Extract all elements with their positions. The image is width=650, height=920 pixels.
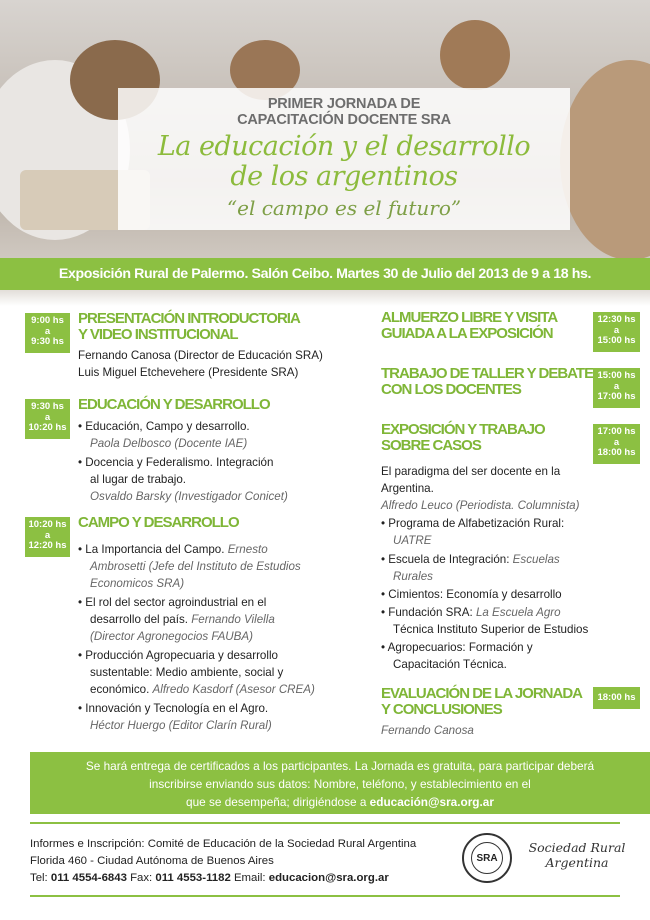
bullet-item: • El rol del sector agroindustrial en el <box>78 596 267 609</box>
time-badge <box>593 424 640 464</box>
speaker-line: Fernando Canosa <box>381 724 474 737</box>
bullet-item: Capacitación Técnica. <box>393 658 507 671</box>
time-end: 9:30 hs <box>31 336 64 347</box>
bullet-item <box>90 611 275 628</box>
time-sep: a <box>613 324 620 336</box>
bullet-item: • Innovación y Tecnología en el Agro. <box>78 702 269 715</box>
bullet-item <box>381 604 561 621</box>
section-title: EXPOSICIÓN Y TRABAJO <box>381 421 545 438</box>
bullet-item: • Programa de Alfabetización Rural: <box>381 517 565 530</box>
brand-line2: Argentina <box>545 855 609 870</box>
title-line1: La educación y el desarrollo <box>157 131 531 162</box>
section-title: ALMUERZO LIBRE Y VISITA <box>381 309 558 326</box>
bullet-item: • Cimientos: Economía y desarrollo <box>381 588 562 601</box>
speaker-name: Escuelas <box>512 553 560 566</box>
contact-numbers <box>30 870 416 887</box>
brand-logo <box>522 840 632 870</box>
time-sep: a <box>613 436 620 448</box>
bullet-item: Técnica Instituto Superior de Estudios <box>393 623 589 636</box>
section-title: Y CONCLUSIONES <box>381 701 502 718</box>
brand-line1: Sociedad Rural <box>528 840 626 855</box>
bullet-text: económico. <box>90 683 153 696</box>
speaker-line: Economicos SRA) <box>90 577 185 590</box>
section-title: SOBRE CASOS <box>381 437 481 454</box>
contact-line: Informes e Inscripción: Comité de Educación de la Sociedad Rural Argentina <box>30 838 417 850</box>
time-sep: a <box>44 325 51 337</box>
title-panel <box>118 88 570 230</box>
bullet-text: • Fundación SRA: <box>381 606 476 619</box>
certificate-notice <box>30 752 650 814</box>
time-end: 12:20 hs <box>28 540 67 551</box>
time-start: 15:00 hs <box>597 370 636 381</box>
contact-info <box>30 836 416 887</box>
event-details-bar: Exposición Rural de Palermo. Salón Ceibo. Martes 30 de Julio del 2013 de 9 a 18 hs. <box>0 258 650 290</box>
notice-text: que se desempeña; dirigiéndose a <box>186 795 370 809</box>
body-line: El paradigma del ser docente en la <box>381 465 561 478</box>
speaker-line: Ambrosetti (Jefe del Instituto de Estudios <box>90 560 301 573</box>
time-end: 17:00 hs <box>597 391 636 402</box>
address-line: Florida 460 - Ciudad Autónoma de Buenos Aires <box>30 855 274 867</box>
tel-label: Tel: <box>30 872 51 884</box>
section-title: PRESENTACIÓN INTRODUCTORIA <box>78 310 300 327</box>
time-sep: a <box>44 529 51 541</box>
fax-number: 011 4553-1182 <box>155 872 231 884</box>
bullet-item <box>90 681 315 698</box>
notice-line <box>30 793 650 811</box>
divider <box>0 290 650 306</box>
body-line: Argentina. <box>381 482 434 495</box>
time-sep: a <box>44 411 51 423</box>
bullet-item: • Educación, Campo y desarrollo. <box>78 420 250 433</box>
event-kicker-line1: PRIMER JORNADA DE <box>267 96 421 112</box>
section-title: EVALUACIÓN DE LA JORNADA <box>381 685 583 702</box>
time-start: 17:00 hs <box>597 426 636 437</box>
section-title: EDUCACIÓN Y DESARROLLO <box>78 396 270 413</box>
bullet-text: desarrollo del país. <box>90 613 192 626</box>
time-sep: a <box>613 380 620 392</box>
sra-seal-logo <box>462 833 512 883</box>
speaker-line: UATRE <box>393 534 432 547</box>
event-kicker-line2: CAPACITACIÓN DOCENTE SRA <box>237 112 451 128</box>
speaker-name: Alfredo Kasdorf (Asesor CREA) <box>152 683 315 696</box>
speaker-line: Paola Delbosco (Docente IAE) <box>90 437 248 450</box>
slogan: “el campo es el futuro” <box>226 196 462 220</box>
time-start: 12:30 hs <box>597 314 636 325</box>
speaker-line: Fernando Canosa (Director de Educación SRA) <box>78 349 323 362</box>
hero-photo <box>0 0 650 258</box>
bullet-item <box>78 541 268 558</box>
bullet-text: • La Importancia del Campo. <box>78 543 228 556</box>
bullet-item: sustentable: Medio ambiente, social y <box>90 666 284 679</box>
divider <box>30 822 620 824</box>
photo-figure <box>560 60 650 258</box>
contact-email-link[interactable]: educación@sra.org.ar <box>369 795 494 809</box>
time-start: 10:20 hs <box>28 519 67 530</box>
bullet-item: • Agropecuarios: Formación y <box>381 641 533 654</box>
time-badge <box>25 517 70 557</box>
speaker-name: Fernando Vilella <box>191 613 275 626</box>
title-line2: de los argentinos <box>230 161 458 192</box>
section-title: GUIADA A LA EXPOSICIÓN <box>381 325 553 342</box>
section-title: CAMPO Y DESARROLLO <box>78 514 239 531</box>
time-start: 9:30 hs <box>31 401 64 412</box>
time-start: 18:00 hs <box>597 692 636 703</box>
phone-number[interactable]: 011 4554-6843 <box>50 872 127 884</box>
bullet-item: • Producción Agropecuaria y desarrollo <box>78 649 278 662</box>
section-title: TRABAJO DE TALLER Y DEBATE <box>381 365 594 382</box>
fax-label: Fax: <box>126 872 156 884</box>
speaker-line: Rurales <box>393 570 433 583</box>
time-end: 15:00 hs <box>597 335 636 346</box>
notice-line: Se hará entrega de certificados a los participantes. La Jornada es gratuita, para participar deberá <box>85 759 595 773</box>
time-badge <box>593 312 640 352</box>
time-badge <box>25 313 70 353</box>
footer-email-link[interactable]: educacion@sra.org.ar <box>268 872 389 884</box>
bullet-item: al lugar de trabajo. <box>90 473 187 486</box>
bullet-item: • Docencia y Federalismo. Integración <box>78 456 274 469</box>
bullet-text: • Escuela de Integración: <box>381 553 513 566</box>
speaker-line: Héctor Huergo (Editor Clarín Rural) <box>90 719 272 732</box>
speaker-name: Ernesto <box>227 543 268 556</box>
speaker-name: La Escuela Agro <box>475 606 561 619</box>
email-label: Email: <box>230 872 269 884</box>
time-end: 10:20 hs <box>28 422 67 433</box>
speaker-line: Alfredo Leuco (Periodista. Columnista) <box>381 499 580 512</box>
section-title: Y VIDEO INSTITUCIONAL <box>78 326 238 343</box>
bullet-item <box>381 551 560 568</box>
section-title: CON LOS DOCENTES <box>381 381 521 398</box>
time-start: 9:00 hs <box>31 315 64 326</box>
time-badge <box>593 368 640 408</box>
photo-figure <box>440 20 510 90</box>
time-badge <box>593 687 640 709</box>
speaker-line: Osvaldo Barsky (Investigador Conicet) <box>90 490 288 503</box>
divider <box>30 895 620 897</box>
time-end: 18:00 hs <box>597 447 636 458</box>
speaker-line: (Director Agronegocios FAUBA) <box>90 630 254 643</box>
time-badge <box>25 399 70 439</box>
speaker-line: Luis Miguel Etchevehere (Presidente SRA) <box>78 366 299 379</box>
notice-line: inscribirse enviando sus datos: Nombre, teléfono, y establecimiento en el <box>149 777 531 791</box>
seal-text: SRA <box>471 842 503 874</box>
